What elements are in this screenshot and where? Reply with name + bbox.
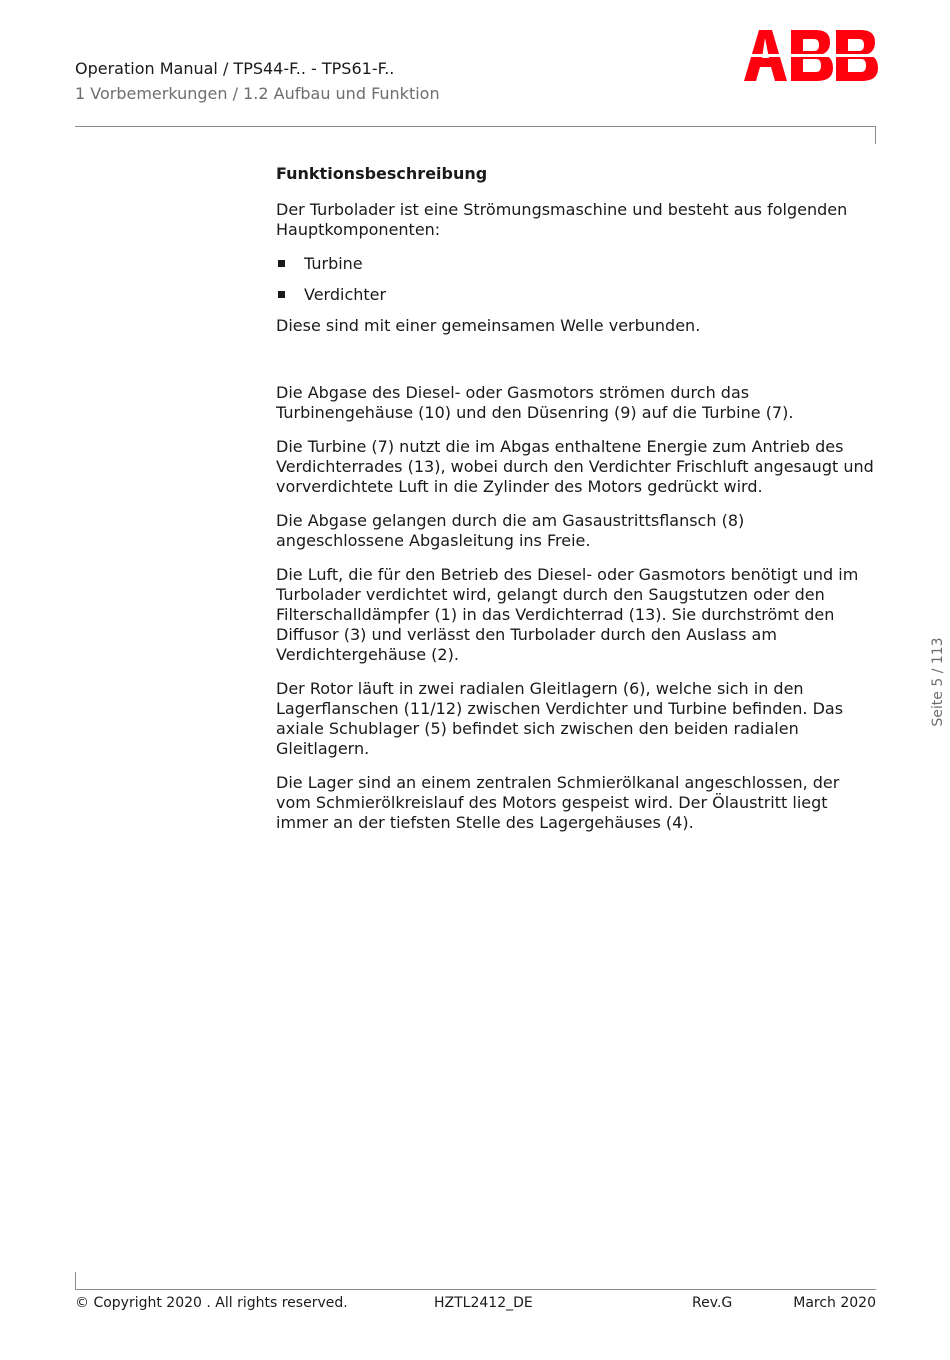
bullet-square-icon	[278, 260, 285, 267]
body-paragraph: Der Rotor läuft in zwei radialen Gleitlagern (6), welche sich in den Lagerflanschen (11/12) zwischen Verdichter und Turbine befinden. Das axiale Schublager (5) befindet sich zwischen den beiden radialen Gleitlagern.	[276, 679, 844, 758]
breadcrumb: 1 Vorbemerkungen / 1.2 Aufbau und Funktion	[75, 84, 440, 103]
footer-date: March 2020	[793, 1295, 876, 1311]
list-item: Turbine	[276, 254, 876, 274]
body-paragraph: Die Turbine (7) nutzt die im Abgas enthaltene Energie zum Antrieb des Verdichterrades (13), wobei durch den Verdichter Frischluft angesaugt und vorverdichtete Luft in die Zylinder des Motors gedrückt wird.	[276, 437, 874, 496]
footer-revision: Rev.G	[692, 1295, 733, 1311]
document-title: Operation Manual / TPS44-F.. - TPS61-F..	[75, 59, 395, 78]
bullet-square-icon	[278, 291, 285, 298]
abb-logo	[744, 30, 878, 81]
page-number: Seite 5 / 113	[930, 637, 946, 727]
footer-doc-id: HZTL2412_DE	[434, 1295, 533, 1311]
main-content	[276, 162, 876, 847]
body-paragraph: Die Luft, die für den Betrieb des Diesel- oder Gasmotors benötigt und im Turbolader verdichtet wird, gelangt durch den Saugstutzen oder den Filterschalldämpfer (1) in das Verdichterrad (13). Sie durchströmt den Diffusor (3) und verlässt den Turbolader durch den Auslass am Verdichtergehäuse (2).	[276, 565, 859, 664]
body-paragraph: Die Abgase des Diesel- oder Gasmotors strömen durch das Turbinengehäuse (10) und den Düsenring (9) auf die Turbine (7).	[276, 383, 794, 422]
shaft-paragraph: Diese sind mit einer gemeinsamen Welle verbunden.	[276, 316, 701, 335]
header-divider	[75, 126, 876, 127]
footer-divider-tick	[75, 1272, 76, 1290]
list-item: Verdichter	[276, 285, 876, 305]
header-divider-tick	[875, 126, 876, 144]
footer-copyright: © Copyright 2020 . All rights reserved.	[75, 1295, 348, 1311]
component-list	[276, 254, 876, 305]
section-heading: Funktionsbeschreibung	[276, 164, 488, 183]
intro-paragraph: Der Turbolader ist eine Strömungsmaschine und besteht aus folgenden Hauptkomponenten:	[276, 200, 848, 239]
body-paragraph: Die Lager sind an einem zentralen Schmierölkanal angeschlossen, der vom Schmierölkreislauf des Motors gespeist wird. Der Ölaustritt liegt immer an der tiefsten Stelle des Lagergehäuses (4).	[276, 773, 840, 832]
footer-divider	[75, 1289, 876, 1290]
body-paragraph: Die Abgase gelangen durch die am Gasaustrittsflansch (8) angeschlossene Abgasleitung ins Freie.	[276, 511, 745, 550]
